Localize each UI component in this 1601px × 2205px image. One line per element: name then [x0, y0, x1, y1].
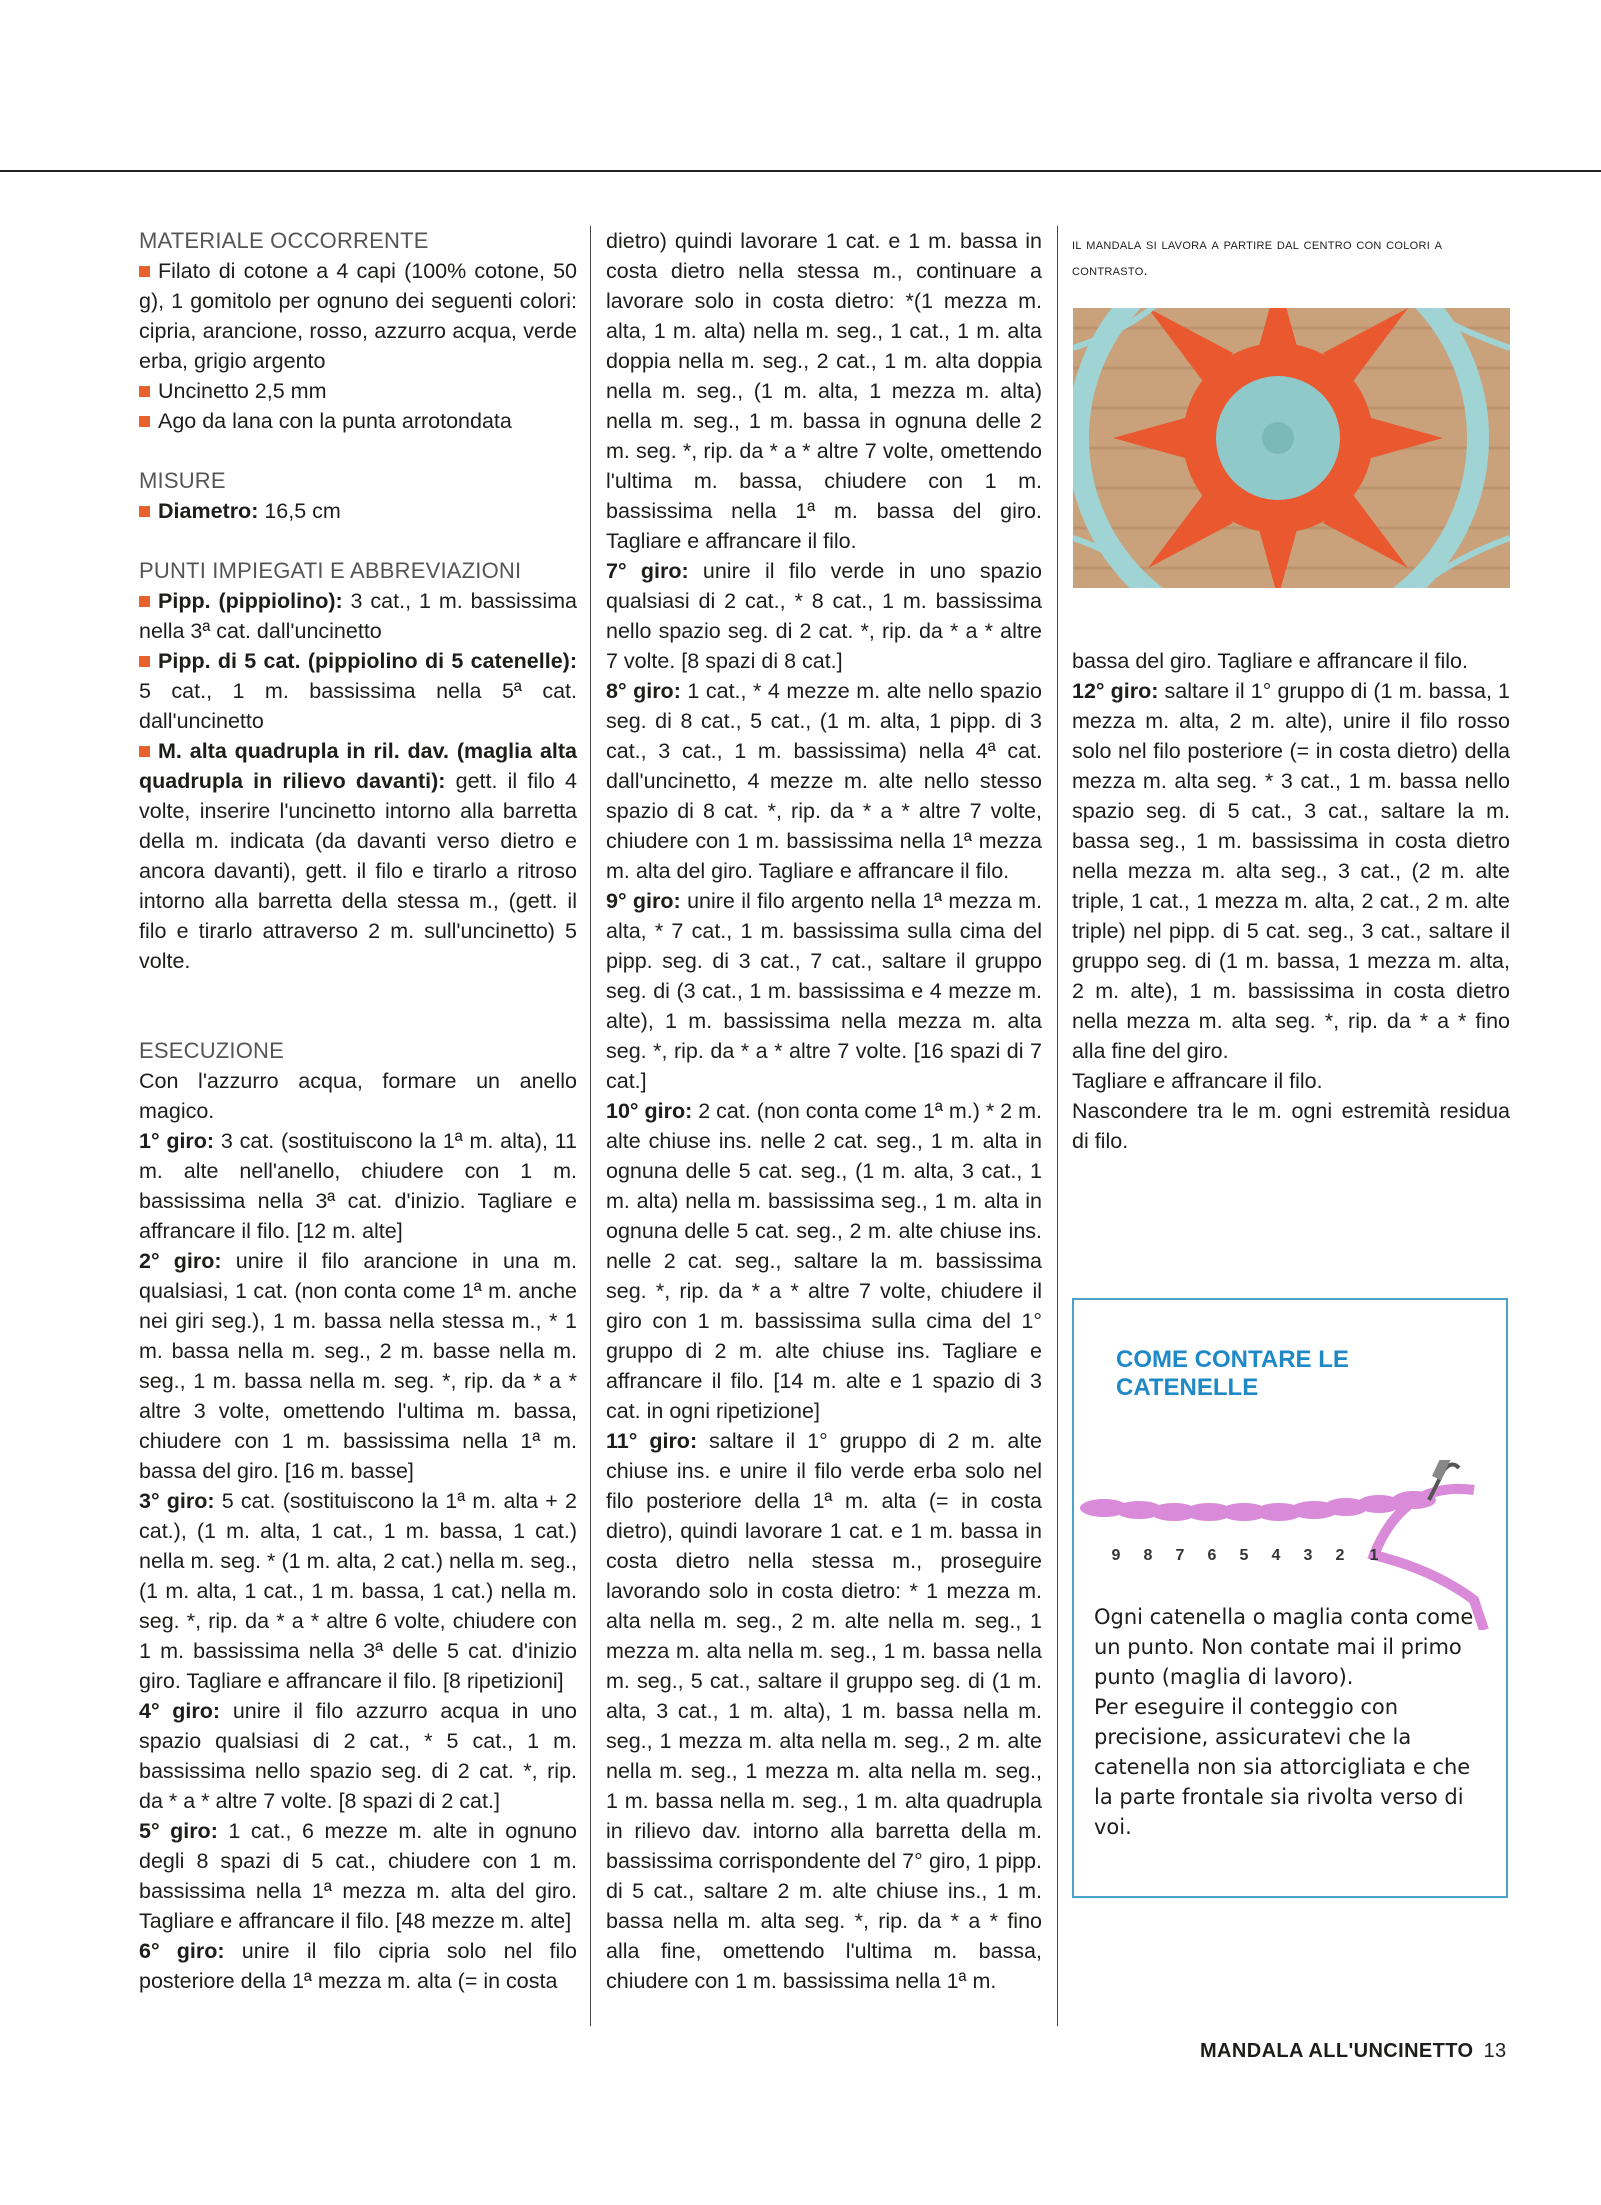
footer-title: MANDALA ALL'UNCINETTO: [1200, 2040, 1474, 2062]
round-10: 10° giro: 2 cat. (non conta come 1ª m.) * 2 m. alte chiuse ins. nelle 2 cat. seg., 1 m. alta in ognuna delle 5 cat. seg., (1 m. alta, 3 cat., 1 m. alta) nella m. bassissima seg., 1 m. alta in ognuna delle 5 cat. seg., 2 m. alte chiuse ins. nelle 2 cat. seg., saltare la m. bassissima seg. *, rip. da * a * altre 7 volte, chiudere il giro con 1 m. bassissima sulla cima del 1° gruppo di 2 m. alte chiuse ins. Tagliare e affrancare il filo. [14 m. alte e 1 spazio di 3 cat. in ogni ripetizione]: [606, 1099, 1042, 1423]
finishing-2: Nascondere tra le m. ogni estremità residua di filo.: [1072, 1099, 1510, 1153]
page-footer: [1200, 2040, 1507, 2063]
chain-number: 9: [1111, 1547, 1121, 1564]
bullet-square-icon: [139, 746, 150, 757]
bullet-square-icon: [139, 266, 150, 277]
abbreviation-item: Pipp. (pippiolino): 3 cat., 1 m. bassissima nella 3ª cat. dall'uncinetto: [139, 589, 577, 643]
round-8: 8° giro: 1 cat., * 4 mezze m. alte nello spazio seg. di 8 cat., 5 cat., (1 m. alta, 1 pipp. di 3 cat., 3 cat., 1 m. bassissima) nella 4ª cat. dall'uncinetto, 4 mezze m. alte nello stesso spazio di 8 cat. *, rip. da * a * altre 7 volte, chiudere con 1 m. bassissima nella 1ª mezza m. alta del giro. Tagliare e affrancare il filo.: [606, 679, 1042, 883]
round-1: 1° giro: 3 cat. (sostituiscono la 1ª m. alta), 11 m. alte nell'anello, chiudere con 1 m. bassissima nella 3ª cat. d'inizio. Tagliare e affrancare il filo. [12 m. alte]: [139, 1129, 578, 1243]
tip-paragraph-1: Ogni catenella o maglia conta come un punto. Non contate mai il primo punto (maglia di lavoro).: [1094, 1605, 1474, 1689]
round-6-continued: dietro) quindi lavorare 1 cat. e 1 m. bassa in costa dietro nella stessa m., continuare a lavorare solo in costa dietro: *(1 mezza m. alta, 1 m. alta) nella m. seg., 1 cat., 1 m. alta doppia nella m. seg., 2 cat., 1 m. alta doppia nella m. seg., (1 m. alta, 1 mezza m. alta) nella m. seg., 1 m. bassa in ognuna delle 2 m. seg. *, rip. da * a * altre 7 volte, omettendo l'ultima m. bassa, chiudere con 1 m. bassissima nella 1ª m. bassa del giro. Tagliare e affrancare il filo.: [606, 229, 1042, 553]
photo-caption: il mandala si lavora a partire dal centro con colori a contrasto.: [1072, 236, 1443, 279]
execution-heading: ESECUZIONE: [139, 1038, 285, 1063]
top-rule: [0, 170, 1601, 172]
chain-number: 7: [1175, 1547, 1185, 1564]
column-2: [606, 226, 1042, 1996]
chain-number: 6: [1207, 1547, 1217, 1564]
round-6: 6° giro: unire il filo cipria solo nel filo posteriore della 1ª mezza m. alta (= in costa: [139, 1939, 578, 1993]
round-9: 9° giro: unire il filo argento nella 1ª mezza m. alta, * 7 cat., 1 m. bassissima sulla cima del pipp. seg. di 3 cat., 7 cat., saltare il gruppo seg. di (3 cat., 1 m. bassissima e 4 mezze m. alte), 1 m. bassissima nella mezza m. alta seg. *, rip. da * a * altre 7 volte. [16 spazi di 7 cat.]: [606, 889, 1042, 1093]
abbreviation-item: M. alta quadrupla in ril. dav. (maglia alta quadrupla in rilievo davanti): gett. il filo 4 volte, inserire l'uncinetto intorno alla barretta della m. indicata (da davanti verso dietro e ancora davanti), gett. il filo e tirarlo a ritroso intorno alla barretta della stessa m., (gett. il filo e tirarlo attraverso 2 m. sull'uncinetto) 5 volte.: [139, 739, 577, 973]
round-11: 11° giro: saltare il 1° gruppo di 2 m. alte chiuse ins. e unire il filo verde erba solo nel filo posteriore della 1ª m. alta (= in costa dietro), quindi lavorare 1 cat. e 1 m. bassa in costa dietro nella stessa m., proseguire lavorando solo in costa dietro: * 1 mezza m. alta nella m. seg., 2 m. alte nella m. seg., 1 mezza m. alta nella m. seg., 1 m. bassa nella m. seg., 5 cat., saltare il gruppo seg. di (1 m. alta, 3 cat., 1 m. alta), 1 m. bassa nella m. seg., 1 mezza m. alta nella m. seg., 2 m. alte nella m. seg., 1 mezza m. alta nella m. seg., 1 m. bassa nella m. seg., 1 m. alta quadrupla in rilievo dav. intorno alla barretta della m. bassissima corrispondente del 7° giro, 1 pipp. di 5 cat., saltare 2 m. alte chiuse ins., 1 m. bassa nella m. alta seg. *, rip. da * a * fino alla fine, omettendo l'ultima m. bassa, chiudere con 1 m. bassissima nella 1ª m.: [606, 1429, 1042, 1993]
bullet-square-icon: [139, 656, 150, 667]
chain-number: 1: [1369, 1547, 1379, 1564]
bullet-square-icon: [139, 596, 150, 607]
chain-number: 2: [1335, 1547, 1345, 1564]
tip-paragraph-2: Per eseguire il conteggio con precisione, assicuratevi che la catenella non sia attorcigliata e che la parte frontale sia rivolta verso di voi.: [1094, 1695, 1471, 1839]
chain-numbers: [1112, 1547, 1379, 1564]
tip-box-title: COME CONTARE LE CATENELLE: [1116, 1346, 1349, 1401]
mandala-photo: [1073, 308, 1510, 588]
abbreviation-item: Pipp. di 5 cat. (pippiolino di 5 catenelle): 5 cat., 1 m. bassissima nella 5ª cat. dall'uncinetto: [139, 649, 577, 733]
material-item: Filato di cotone a 4 capi (100% cotone, 50 g), 1 gomitolo per ognuno dei seguenti colori: cipria, arancione, rosso, azzurro acqua, verde erba, grigio argento: [139, 259, 577, 373]
materials-heading: MATERIALE OCCORRENTE: [139, 228, 429, 253]
abbreviations-heading: PUNTI IMPIEGATI E ABBREVIAZIONI: [139, 558, 522, 583]
execution-intro: Con l'azzurro acqua, formare un anello magico.: [139, 1069, 577, 1123]
size-item: Diametro: 16,5 cm: [139, 496, 577, 526]
round-3: 3° giro: 5 cat. (sostituiscono la 1ª m. alta + 2 cat.), (1 m. alta, 1 cat., 1 m. bassa, 1 cat.) nella m. seg. * (1 m. alta, 2 cat.) nella m. seg., (1 m. alta, 1 cat., 1 m. bassa, 1 cat.) nella m. seg. *, rip. da * a * altre 6 volte, chiudere con 1 m. bassissima nella 3ª delle 5 cat. d'inizio giro. Tagliare e affrancare il filo. [8 ripetizioni]: [139, 1489, 577, 1693]
bullet-square-icon: [139, 506, 150, 517]
chain-number: 3: [1303, 1547, 1313, 1564]
column-1: [139, 226, 577, 1996]
column-divider: [1057, 226, 1058, 2026]
material-item: Uncinetto 2,5 mm: [139, 376, 577, 406]
material-item: Ago da lana con la punta arrotondata: [139, 406, 577, 436]
round-4: 4° giro: unire il filo azzurro acqua in uno spazio qualsiasi di 2 cat., * 5 cat., 1 m. bassissima nello spazio seg. di 2 cat. *, rip. da * a * altre 7 volte. [8 spazi di 2 cat.]: [139, 1699, 577, 1813]
round-12: 12° giro: saltare il 1° gruppo di (1 m. bassa, 1 mezza m. alta, 2 m. alte), unire il filo rosso solo nel filo posteriore (= in costa dietro) della mezza m. alta seg. * 3 cat., 1 m. bassa nello spazio seg. di 5 cat., 3 cat., saltare la m. bassa seg., 1 m. bassissima in costa dietro nella mezza m. alta seg., 3 cat., (2 m. alte triple, 1 cat., 1 mezza m. alta, 2 cat., 2 m. alte triple) nel pipp. di 5 cat. seg., 3 cat., saltare il gruppo seg. di (1 m. bassa, 1 mezza m. alta, 2 m. alte), 1 m. bassissima in costa dietro nella mezza m. alta seg. *, rip. da * a * fino alla fine del giro.: [1072, 679, 1510, 1063]
mandala-image: [1073, 308, 1510, 588]
round-7: 7° giro: unire il filo verde in uno spazio qualsiasi di 2 cat., * 8 cat., 1 m. bassissima nello spazio seg. di 2 cat. *, rip. da * a * altre 7 volte. [8 spazi di 8 cat.]: [606, 559, 1042, 673]
round-2: 2° giro: unire il filo arancione in una m. qualsiasi, 1 cat. (non conta come 1ª m. anche nei giri seg.), 1 m. bassa nella stessa m., * 1 m. bassa nella m. seg., 2 m. basse nella m. seg., 1 m. bassa nella m. seg. *, rip. da * a * altre 3 volte, omettendo l'ultima m. bassa, chiudere con 1 m. bassissima nella 1ª m. bassa del giro. [16 m. basse]: [139, 1249, 577, 1483]
page-number: 13: [1483, 2040, 1507, 2062]
chain-number: 8: [1143, 1547, 1153, 1564]
round-11-continued: bassa del giro. Tagliare e affrancare il filo.: [1072, 649, 1468, 673]
bullet-square-icon: [139, 416, 150, 427]
size-heading: MISURE: [139, 468, 226, 493]
tip-box-text: [1094, 1602, 1494, 1842]
chain-number: 4: [1271, 1547, 1281, 1564]
column-3: [1072, 646, 1510, 1156]
round-5: 5° giro: 1 cat., 6 mezze m. alte in ognuno degli 8 spazi di 5 cat., chiudere con 1 m. bassissima nella 1ª mezza m. alta del giro. Tagliare e affrancare il filo. [48 mezze m. alte]: [139, 1819, 577, 1933]
chain-number: 5: [1239, 1547, 1249, 1564]
finishing-1: Tagliare e affrancare il filo.: [1072, 1069, 1323, 1093]
column-divider: [590, 226, 591, 2026]
tip-box: [1072, 1298, 1508, 1898]
bullet-square-icon: [139, 386, 150, 397]
